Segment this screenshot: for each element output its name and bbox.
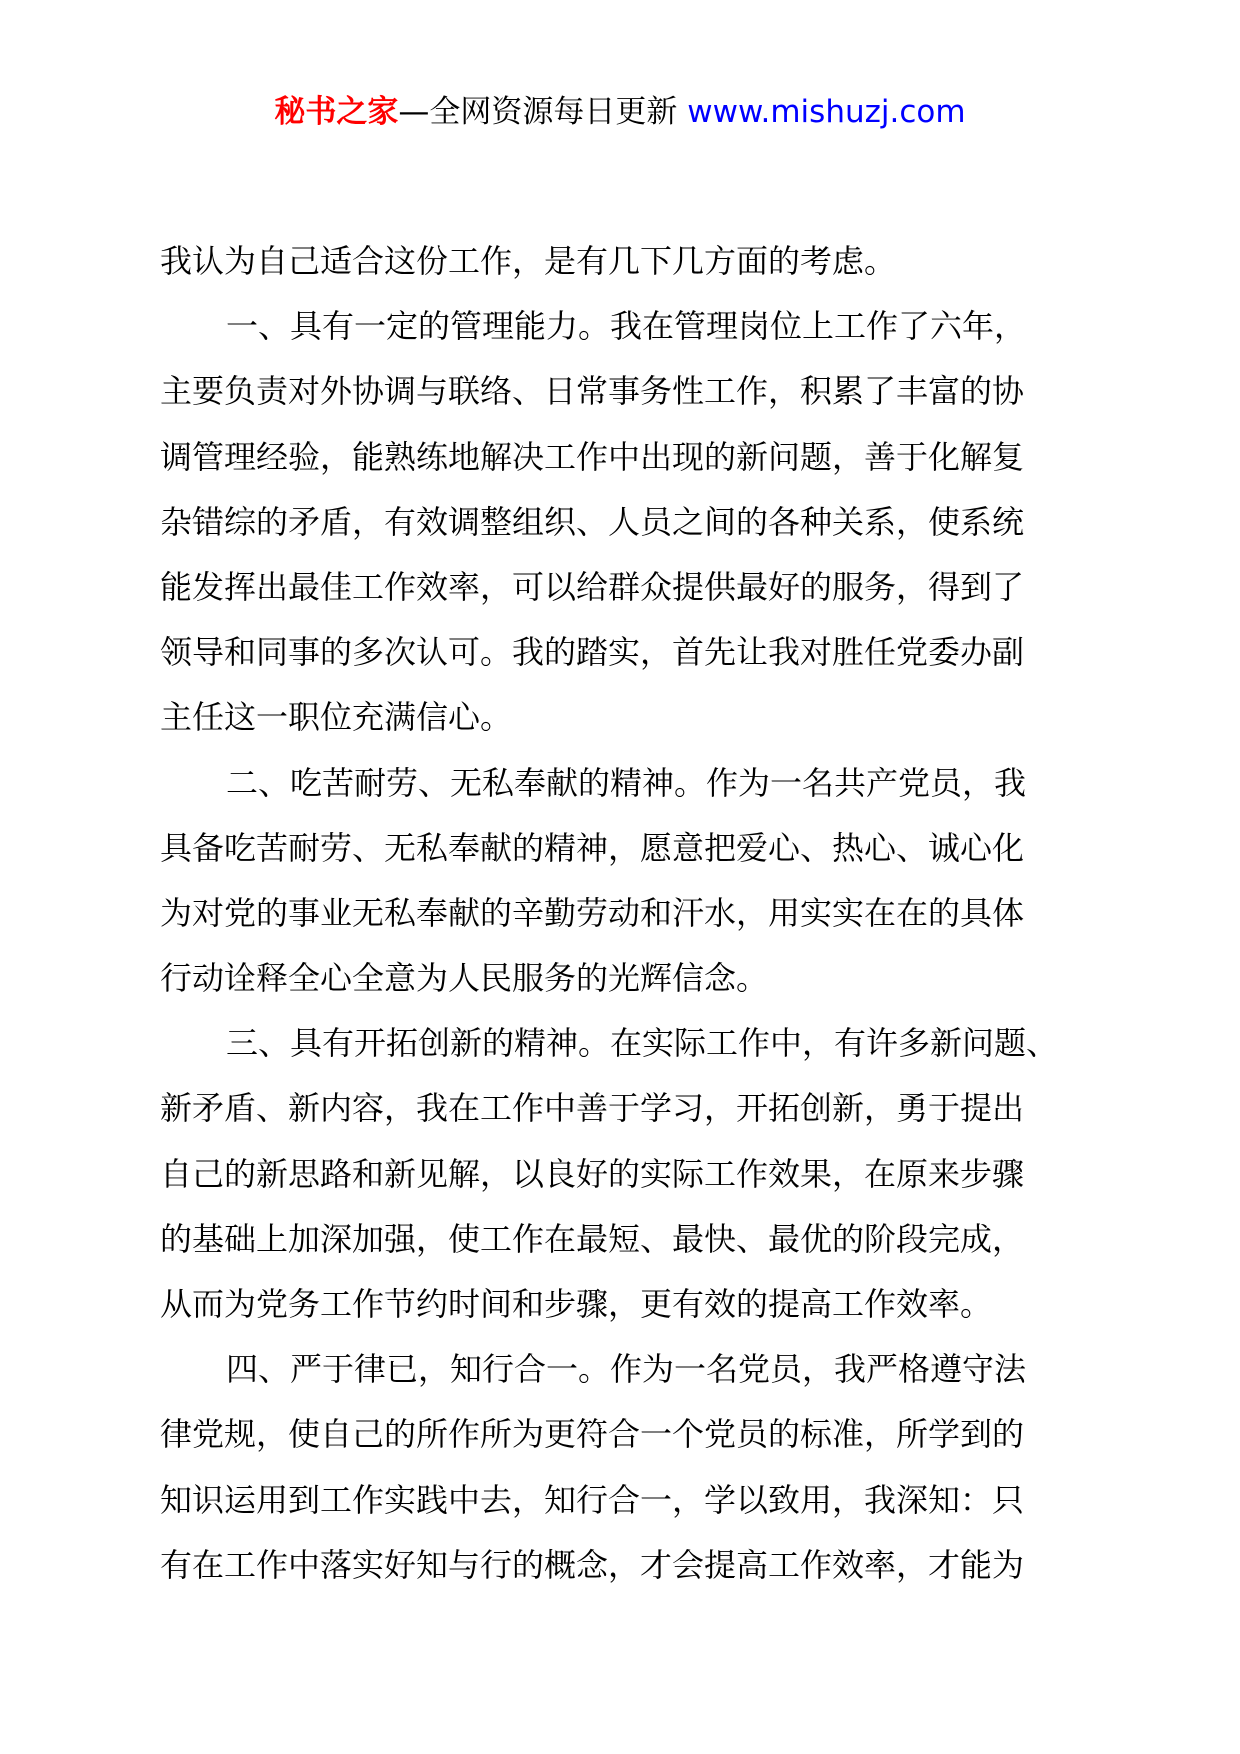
- paragraph-line: 调管理经验，能熟练地解决工作中出现的新问题，善于化解复: [160, 437, 1025, 476]
- paragraph-line: 能发挥出最佳工作效率，可以给群众提供最好的服务，得到了: [160, 567, 1025, 606]
- paragraph-line: 四、严于律已，知行合一。作为一名党员，我严格遵守法: [226, 1350, 1027, 1389]
- paragraph-line: 具备吃苦耐劳、无私奉献的精神，愿意把爱心、热心、诚心化: [160, 828, 1025, 867]
- paragraph-line: 三、具有开拓创新的精神。在实际工作中，有许多新问题、: [226, 1024, 1059, 1063]
- paragraph-line: 领导和同事的多次认可。我的踏实，首先让我对胜任党委办副: [160, 633, 1025, 672]
- paragraph-line: 一、具有一定的管理能力。我在管理岗位上工作了六年，: [226, 307, 1027, 346]
- paragraph-line: 从而为党务工作节约时间和步骤，更有效的提高工作效率。: [160, 1285, 993, 1323]
- paragraph-line: 自己的新思路和新见解，以良好的实际工作效果，在原来步骤: [160, 1154, 1025, 1193]
- paragraph-line: 的基础上加深加强，使工作在最短、最快、最优的阶段完成，: [160, 1219, 1025, 1258]
- paragraph-line: 知识运用到工作实践中去，知行合一，学以致用，我深知：只: [160, 1480, 1025, 1519]
- site-tagline: —全网资源每日更新: [398, 94, 678, 130]
- paragraph-line: 我认为自己适合这份工作，是有几下几方面的考虑。: [160, 242, 897, 280]
- site-brand: 秘书之家: [274, 94, 399, 130]
- paragraph-line: 杂错综的矛盾，有效调整组织、人员之间的各种关系，使系统: [160, 502, 1025, 541]
- site-url[interactable]: www.mishuzj.com: [687, 94, 966, 130]
- page-header: [0, 92, 1240, 132]
- paragraph-line: 新矛盾、新内容，我在工作中善于学习，开拓创新，勇于提出: [160, 1089, 1025, 1128]
- paragraph-line: 为对党的事业无私奉献的辛勤劳动和汗水，用实实在在的具体: [160, 893, 1025, 932]
- document-body: [160, 229, 1095, 1598]
- paragraph-line: 二、吃苦耐劳、无私奉献的精神。作为一名共产党员，我: [226, 763, 1027, 802]
- paragraph-line: 主要负责对外协调与联络、日常事务性工作，积累了丰富的协: [160, 372, 1025, 411]
- paragraph-line: 律党规，使自己的所作所为更符合一个党员的标准，所学到的: [160, 1415, 1025, 1454]
- paragraph-line: 有在工作中落实好知与行的概念，才会提高工作效率，才能为: [160, 1545, 1025, 1584]
- paragraph-line: 主任这一职位充满信心。: [160, 698, 513, 737]
- paragraph-line: 行动诠释全心全意为人民服务的光辉信念。: [160, 959, 769, 998]
